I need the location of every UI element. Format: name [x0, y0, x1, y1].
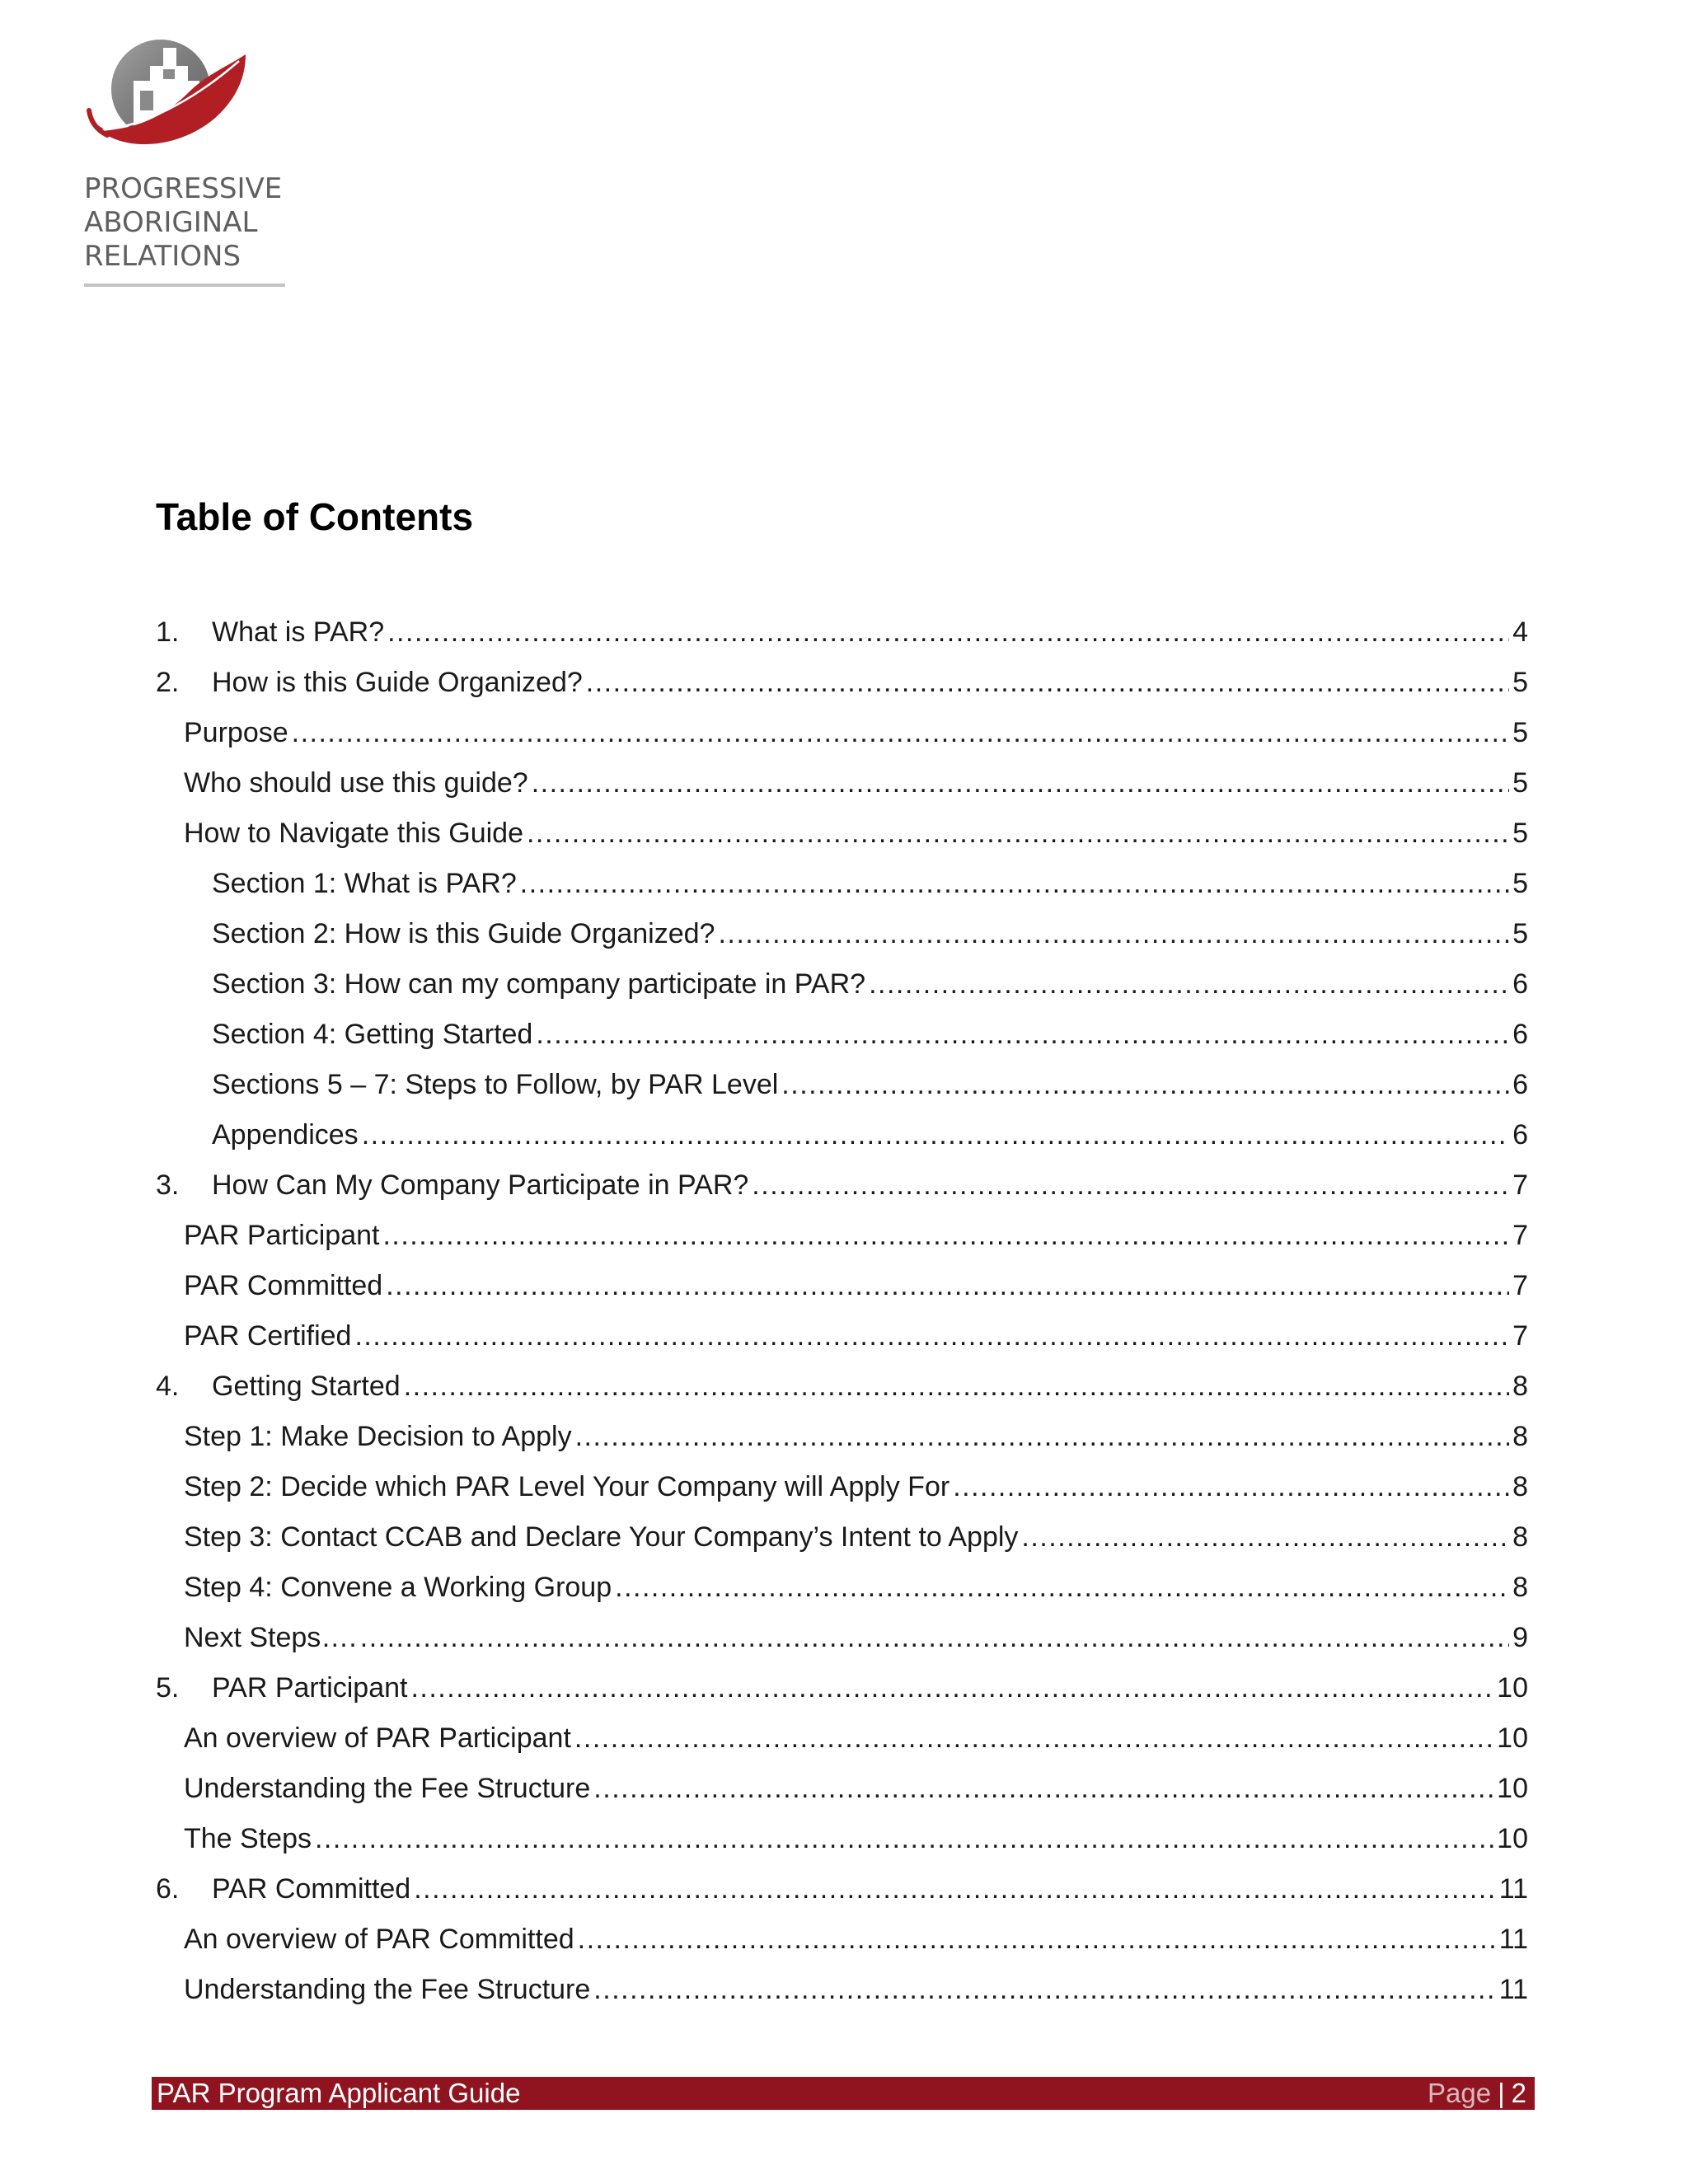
toc-dot-leader	[315, 1821, 1493, 1857]
toc-entry[interactable]	[156, 715, 1528, 765]
toc-entry[interactable]	[156, 1217, 1528, 1268]
toc-entry-title: Section 4: Getting Started	[212, 1019, 533, 1050]
toc-dot-leader	[520, 865, 1509, 902]
toc-entry-title: Understanding the Fee Structure	[184, 1974, 591, 2005]
toc-entry-page: 10	[1497, 1672, 1528, 1704]
toc-dot-leader	[781, 1066, 1509, 1103]
toc-entry-page: 7	[1512, 1169, 1528, 1201]
toc-entry-title: PAR Participant	[184, 1220, 380, 1251]
toc-entry-number: 3.	[156, 1169, 180, 1201]
toc-entry-title: Section 2: How is this Guide Organized?	[212, 918, 715, 949]
toc-entry-page: 6	[1512, 1119, 1528, 1151]
toc-entry[interactable]	[156, 1871, 1528, 1921]
toc-entry-page: 7	[1512, 1220, 1528, 1251]
toc-entry-title: How is this Guide Organized?	[212, 667, 583, 698]
toc-entry-page: 7	[1512, 1270, 1528, 1301]
toc-entry[interactable]	[156, 815, 1528, 865]
toc-entry[interactable]	[156, 1167, 1528, 1217]
toc-dot-leader	[536, 1016, 1509, 1052]
toc-dot-leader	[404, 1368, 1509, 1404]
toc-entry-title: Step 3: Contact CCAB and Declare Your Company’s Intent to Apply	[184, 1521, 1019, 1553]
toc-entry-page: 4	[1512, 616, 1528, 648]
toc-entry-title: What is PAR?	[212, 616, 385, 648]
toc-entry-title: Appendices	[212, 1119, 359, 1151]
logo-line-1: PROGRESSIVE	[84, 172, 283, 205]
toc-entry-page: 10	[1497, 1823, 1528, 1854]
toc-entry[interactable]	[156, 916, 1528, 966]
toc-dot-leader	[574, 1720, 1493, 1756]
toc-entry-page: 9	[1512, 1622, 1528, 1653]
table-of-contents	[156, 614, 1528, 2022]
toc-entry-page: 8	[1512, 1371, 1528, 1402]
toc-entry-title: Sections 5 – 7: Steps to Follow, by PAR Level	[212, 1069, 779, 1100]
toc-dot-leader	[869, 966, 1509, 1002]
toc-entry-page: 8	[1512, 1572, 1528, 1603]
toc-entry-page: 5	[1512, 667, 1528, 698]
toc-entry-title: How to Navigate this Guide	[184, 818, 523, 849]
toc-dot-leader	[387, 614, 1509, 650]
toc-entry-page: 11	[1498, 1873, 1528, 1905]
toc-entry[interactable]	[156, 1318, 1528, 1368]
toc-entry[interactable]	[156, 765, 1528, 815]
organization-logo	[82, 30, 293, 293]
toc-entry-title: Section 3: How can my company participate in PAR?	[212, 968, 866, 1000]
toc-entry-title: Understanding the Fee Structure	[184, 1773, 591, 1804]
toc-entry-page: 7	[1512, 1320, 1528, 1352]
toc-entry-page: 10	[1497, 1773, 1528, 1804]
toc-entry-title: An overview of PAR Participant	[184, 1722, 571, 1754]
toc-dot-leader	[578, 1921, 1496, 1957]
toc-dot-leader	[1021, 1519, 1509, 1555]
toc-entry-page: 6	[1512, 1069, 1528, 1100]
toc-dot-leader	[527, 815, 1509, 851]
toc-dot-leader	[615, 1569, 1509, 1605]
toc-dot-leader	[360, 1619, 1509, 1656]
toc-dot-leader	[410, 1670, 1493, 1706]
logo-line-2: ABORIGINAL	[84, 206, 258, 239]
logo-line-3: RELATIONS	[84, 240, 241, 273]
footer-document-title: PAR Program Applicant Guide	[157, 2078, 521, 2108]
toc-entry[interactable]	[156, 1971, 1528, 2022]
toc-entry-page: 6	[1512, 968, 1528, 1000]
toc-dot-leader	[593, 1971, 1495, 2008]
toc-entry-page: 8	[1512, 1521, 1528, 1553]
page-title: Table of Contents	[156, 495, 474, 538]
toc-entry[interactable]	[156, 1268, 1528, 1318]
toc-entry[interactable]	[156, 1066, 1528, 1117]
toc-entry[interactable]	[156, 1016, 1528, 1066]
toc-dot-leader	[718, 916, 1509, 952]
toc-entry-title: Purpose	[184, 717, 288, 748]
toc-entry-title: Step 1: Make Decision to Apply	[184, 1421, 572, 1452]
toc-entry-title: Step 2: Decide which PAR Level Your Company will Apply For	[184, 1471, 950, 1502]
toc-dot-leader	[386, 1268, 1509, 1304]
toc-entry-page: 5	[1512, 918, 1528, 949]
toc-entry[interactable]	[156, 664, 1528, 715]
toc-entry-page: 11	[1498, 1974, 1528, 2005]
toc-entry-title: Section 1: What is PAR?	[212, 868, 517, 899]
toc-entry-title: PAR Committed	[184, 1270, 383, 1301]
toc-entry[interactable]	[156, 1117, 1528, 1167]
toc-entry-title: The Steps	[184, 1823, 312, 1854]
toc-dot-leader	[593, 1770, 1493, 1807]
page-footer	[152, 2077, 1535, 2110]
toc-entry[interactable]	[156, 865, 1528, 916]
toc-dot-leader	[382, 1217, 1509, 1254]
toc-entry[interactable]	[156, 1368, 1528, 1418]
toc-entry-number: 4.	[156, 1371, 180, 1402]
toc-entry-title: PAR Participant	[212, 1672, 408, 1704]
toc-entry-page: 10	[1497, 1722, 1528, 1754]
footer-separator: |	[1498, 2078, 1505, 2108]
toc-entry[interactable]	[156, 966, 1528, 1016]
toc-entry-number: 2.	[156, 667, 180, 698]
toc-dot-leader	[532, 765, 1509, 801]
toc-entry[interactable]	[156, 1921, 1528, 1971]
toc-dot-leader	[354, 1318, 1509, 1354]
toc-entry-page: 6	[1512, 1019, 1528, 1050]
toc-entry[interactable]	[156, 1519, 1528, 1569]
toc-dot-leader	[953, 1469, 1509, 1505]
toc-dot-leader	[586, 664, 1509, 701]
toc-entry-page: 5	[1512, 818, 1528, 849]
toc-entry[interactable]	[156, 1770, 1528, 1821]
toc-entry-page: 8	[1512, 1421, 1528, 1452]
toc-entry[interactable]	[156, 1569, 1528, 1619]
toc-entry-page: 5	[1512, 868, 1528, 899]
toc-entry-title: Step 4: Convene a Working Group	[184, 1572, 612, 1603]
toc-entry-number: 6.	[156, 1873, 180, 1905]
toc-entry-page: 5	[1512, 717, 1528, 748]
toc-entry-title: PAR Committed	[212, 1873, 411, 1905]
toc-entry[interactable]	[156, 1418, 1528, 1469]
toc-entry-number: 5.	[156, 1672, 180, 1704]
toc-entry[interactable]	[156, 1670, 1528, 1720]
toc-entry-number: 1.	[156, 616, 180, 648]
toc-dot-leader	[575, 1418, 1509, 1455]
toc-entry-title: PAR Certified	[184, 1320, 352, 1352]
toc-entry-page: 5	[1512, 767, 1528, 799]
logo-wordmark	[84, 172, 282, 274]
toc-entry-title: An overview of PAR Committed	[184, 1924, 574, 1955]
toc-entry[interactable]	[156, 1720, 1528, 1770]
toc-entry[interactable]	[156, 1469, 1528, 1519]
toc-entry[interactable]	[156, 1821, 1528, 1871]
toc-entry-title: Getting Started	[212, 1371, 401, 1402]
toc-dot-leader	[292, 715, 1509, 751]
footer-page-label: Page	[1427, 2078, 1492, 2108]
logo-underline	[84, 284, 285, 287]
footer-page-indicator	[1428, 2078, 1526, 2109]
footer-page-number: 2	[1511, 2078, 1526, 2108]
toc-entry[interactable]	[156, 614, 1528, 664]
toc-entry-title: How Can My Company Participate in PAR?	[212, 1169, 749, 1201]
toc-entry-page: 11	[1498, 1924, 1528, 1955]
toc-dot-leader	[414, 1871, 1495, 1907]
toc-entry-title: Next Steps….	[184, 1622, 357, 1653]
logo-emblem-icon	[82, 30, 256, 170]
toc-dot-leader	[362, 1117, 1509, 1153]
toc-entry[interactable]	[156, 1619, 1528, 1670]
toc-dot-leader	[752, 1167, 1509, 1203]
toc-entry-title: Who should use this guide?	[184, 767, 528, 799]
toc-entry-page: 8	[1512, 1471, 1528, 1502]
